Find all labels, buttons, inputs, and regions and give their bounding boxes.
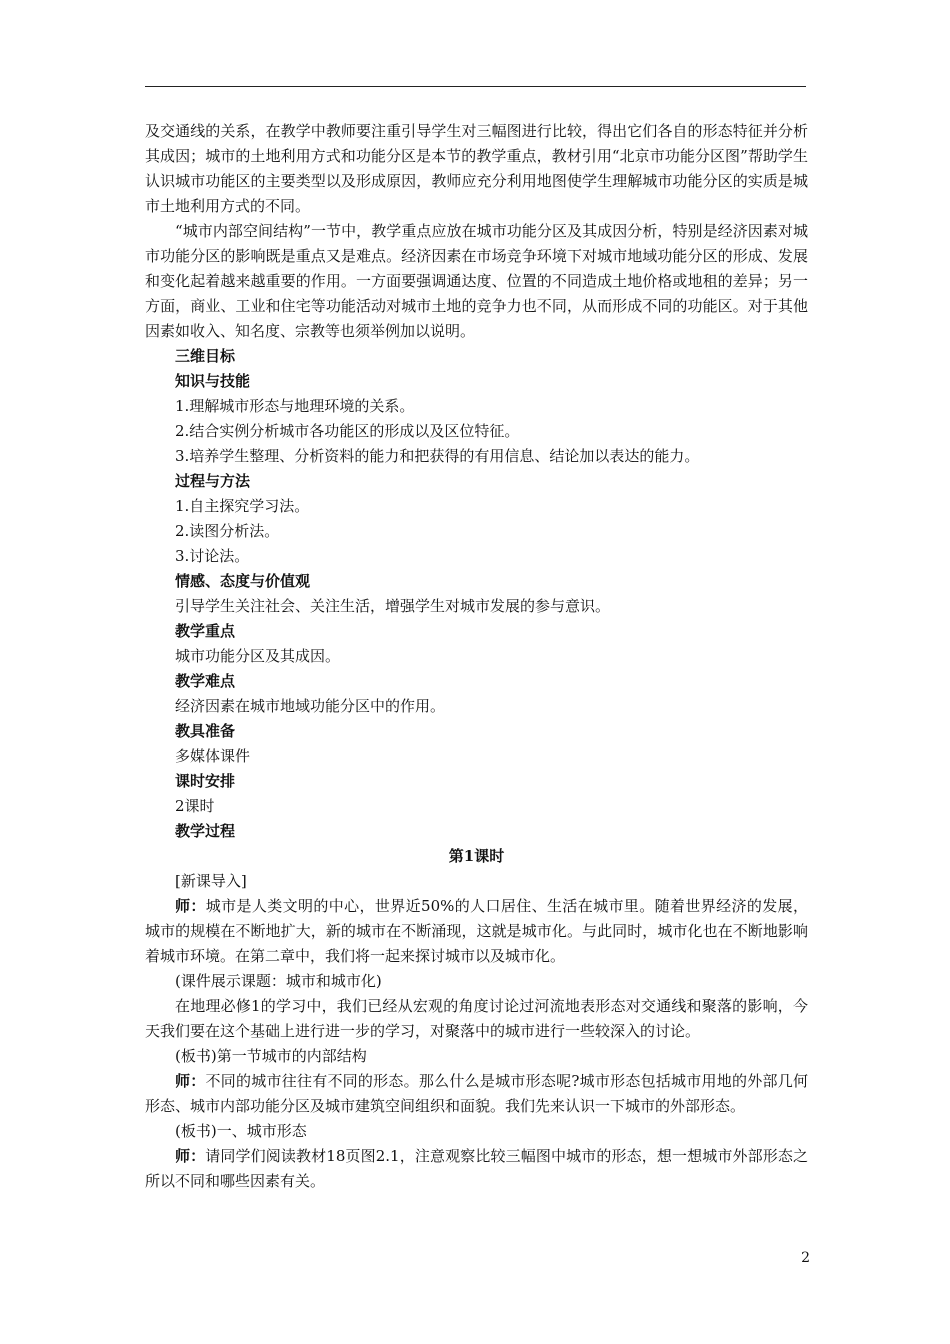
heading-attitude-values: 情感、态度与价值观: [175, 572, 311, 590]
speech-text: 城市是人类文明的中心，世界近50%的人口居住、生活在城市里。随着世界经济的发展，城市的规模在不断地扩大，新的城市在不断涌现，这就是城市化。与此同时，城市化也在不断地影响着城市环境。在第二章中，我们将一起来探讨城市以及城市化。: [145, 897, 808, 965]
page-body: [145, 119, 808, 1194]
heading-difficulties: 教学难点: [175, 672, 236, 690]
paragraph-courseware-note: (课件展示课题：城市和城市化): [175, 972, 382, 990]
lesson-title: 第1课时: [448, 847, 505, 865]
list-item: 1.理解城市形态与地理环境的关系。: [175, 397, 415, 415]
paragraph-board-city-form: (板书)一、城市形态: [175, 1122, 307, 1140]
list-item: 3.讨论法。: [175, 547, 250, 565]
heading-key-points: 教学重点: [175, 622, 236, 640]
speech-text: 不同的城市往往有不同的形态。那么什么是城市形态呢?城市形态包括城市用地的外部几何形态、城市内部功能分区及城市建筑空间组织和面貌。我们先来认识一下城市的外部形态。: [145, 1072, 808, 1115]
speaker-label: 师：: [175, 897, 206, 915]
paragraph-continuation: 及交通线的关系，在教学中教师要注重引导学生对三幅图进行比较，得出它们各自的形态特征并分析其成因；城市的土地利用方式和功能分区是本节的教学重点，教材引用“北京市功能分区图”帮助学生认识城市功能区的主要类型以及形成原因，教师应充分利用地图使学生理解城市功能分区的实质是城市土地利用方式的不同。: [145, 122, 808, 215]
list-item: 多媒体课件: [175, 747, 251, 765]
header-rule: [145, 86, 806, 87]
heading-teaching-process: 教学过程: [175, 822, 236, 840]
list-item: 1.自主探究学习法。: [175, 497, 310, 515]
list-item: 引导学生关注社会、关注生活，增强学生对城市发展的参与意识。: [175, 597, 611, 615]
list-item: 2.结合实例分析城市各功能区的形成以及区位特征。: [175, 422, 520, 440]
speech-text: 请同学们阅读教材18页图2.1，注意观察比较三幅图中城市的形态，想一想城市外部形态之所以不同和哪些因素有关。: [145, 1147, 808, 1190]
paragraph-review: 在地理必修1的学习中，我们已经从宏观的角度讨论过河流地表形态对交通线和聚落的影响，今天我们要在这个基础上进行进一步的学习，对聚落中的城市进行一些较深入的讨论。: [145, 997, 808, 1040]
teacher-speech: [145, 894, 808, 969]
paragraph-teaching-focus: “城市内部空间结构”一节中，教学重点应放在城市功能分区及其成因分析，特别是经济因素对城市功能分区的影响既是重点又是难点。经济因素在市场竞争环境下对城市地域功能分区的形成、发展和变化起着越来越重要的作用。一方面要强调通达度、位置的不同造成土地价格或地租的差异；另一方面，商业、工业和住宅等功能活动对城市土地的竞争力也不同，从而形成不同的功能区。对于其他因素如收入、知名度、宗教等也须举例加以说明。: [145, 222, 808, 340]
speaker-label: 师：: [175, 1072, 206, 1090]
heading-process-methods: 过程与方法: [175, 472, 251, 490]
section-label-new-lesson: [新课导入]: [175, 872, 247, 890]
speaker-label: 师：: [175, 1147, 206, 1165]
list-item: 3.培养学生整理、分析资料的能力和把获得的有用信息、结论加以表达的能力。: [175, 447, 700, 465]
page-number: 2: [801, 1250, 810, 1266]
paragraph-board-title: (板书)第一节城市的内部结构: [175, 1047, 367, 1065]
list-item: 2.读图分析法。: [175, 522, 280, 540]
list-item: 经济因素在城市地域功能分区中的作用。: [175, 697, 446, 715]
list-item: 城市功能分区及其成因。: [175, 647, 341, 665]
list-item: 2课时: [175, 797, 215, 815]
heading-three-dimensional-goals: 三维目标: [175, 347, 236, 365]
heading-schedule: 课时安排: [175, 772, 236, 790]
heading-teaching-aids: 教具准备: [175, 722, 236, 740]
heading-knowledge-skills: 知识与技能: [175, 372, 251, 390]
teacher-speech: [145, 1069, 808, 1119]
teacher-speech: [145, 1144, 808, 1194]
